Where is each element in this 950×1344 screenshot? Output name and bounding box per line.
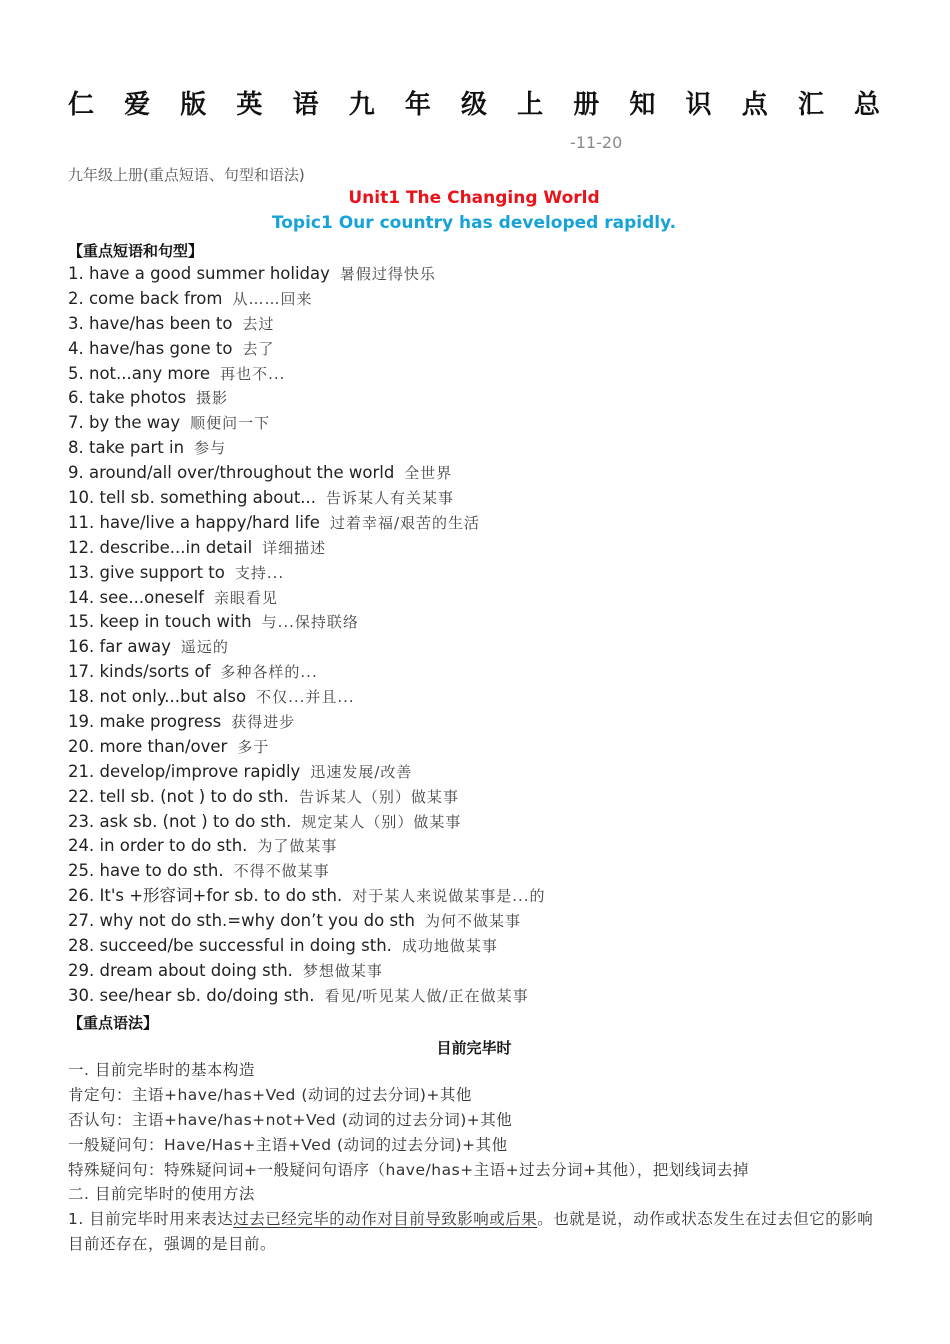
phrase-item [68,735,880,760]
phrase-english: 26. It's +形容词+for sb. to do sth. [68,886,343,906]
grammar-line: 二. 目前完毕时的使用方法 [68,1185,255,1204]
phrase-chinese: 成功地做某事 [401,937,498,956]
phrase-english: 8. take part in [68,438,185,458]
phrase-chinese: 看见/听见某人做/正在做某事 [324,986,529,1005]
phrase-item [68,461,880,486]
phrase-item [68,834,880,859]
phrase-item [68,436,880,461]
phrase-chinese: 获得进步 [231,713,296,732]
title-char: 年 [404,90,431,120]
section-heading-grammar: 【重点语法】 [68,1014,159,1032]
grammar-lines [68,1058,880,1257]
phrase-chinese: 为何不做某事 [424,912,521,931]
phrase-english: 15. keep in touch with [68,612,252,632]
phrase-item [68,635,880,660]
phrase-chinese: 顺便问一下 [190,414,271,433]
section-heading-phrases: 【重点短语和句型】 [68,242,204,260]
title-char: 知 [629,90,656,120]
phrase-item [68,386,880,411]
phrase-chinese: 梦想做某事 [302,961,383,980]
title-char: 上 [517,90,544,120]
phrase-chinese: 全世界 [404,464,453,483]
phrase-english: 11. have/live a happy/hard life [68,512,320,532]
phrase-chinese: 为了做某事 [257,837,338,856]
phrase-english: 24. in order to do sth. [68,836,248,856]
grammar-paragraph [68,1207,880,1257]
title-char: 版 [180,90,207,120]
phrase-english: 13. give support to [68,562,225,582]
phrase-chinese: 告诉某人（别）做某事 [298,787,459,806]
phrase-item [68,486,880,511]
phrase-english: 6. take photos [68,388,187,408]
phrase-item [68,511,880,536]
phrase-english: 21. develop/improve rapidly [68,761,301,781]
phrase-english: 7. by the way [68,413,181,433]
phrase-list [68,262,880,1009]
phrase-chinese: 不得不做某事 [233,862,330,881]
phrase-chinese: 迅速发展/改善 [310,762,413,781]
phrase-english: 20. more than/over [68,736,228,756]
title-char: 册 [573,90,600,120]
phrase-english: 27. why not do sth.=why don’t you do sth [68,911,415,931]
phrase-english: 14. see...oneself [68,587,204,607]
title-char: 点 [741,90,768,120]
phrase-item [68,934,880,959]
phrase-item [68,262,880,287]
phrase-english: 30. see/hear sb. do/doing sth. [68,985,315,1005]
phrase-english: 16. far away [68,637,171,657]
phrase-item [68,760,880,785]
phrase-item [68,312,880,337]
phrase-chinese: 与...保持联络 [261,613,359,632]
phrase-english: 28. succeed/be successful in doing sth. [68,936,392,956]
phrase-item [68,984,880,1009]
phrase-item [68,536,880,561]
phrase-item [68,586,880,611]
phrase-chinese: 不仅...并且... [256,688,355,707]
phrase-english: 1. have a good summer holiday [68,264,330,283]
phrase-english: 23. ask sb. (not ) to do sth. [68,811,292,831]
grammar-line: 一般疑问句：Have/Has+主语+Ved (动词的过去分词)+其他 [68,1135,508,1154]
phrase-chinese: 过着幸福/艰苦的生活 [329,513,481,532]
grammar-line: 特殊疑问句：特殊疑问词+一般疑问句语序（have/has+主语+过去分词+其他），把划线词去掉 [68,1160,749,1179]
phrase-chinese: 遥远的 [180,638,229,657]
phrase-chinese: 从……回来 [232,289,313,308]
phrase-english: 10. tell sb. something about... [68,488,317,508]
phrase-chinese: 对于某人来说做某事是...的 [352,887,546,906]
document-title [68,84,880,121]
phrase-english: 3. have/has been to [68,313,233,333]
phrase-chinese: 去过 [242,314,275,333]
phrase-item [68,685,880,710]
phrase-item [68,710,880,735]
phrase-item [68,411,880,436]
phrase-chinese: 支持... [234,563,285,582]
phrase-chinese: 规定某人（别）做某事 [301,812,462,831]
phrase-chinese: 告诉某人有关某事 [326,489,455,508]
phrase-chinese: 去了 [242,339,275,358]
title-char: 语 [292,90,319,120]
phrase-item [68,287,880,312]
title-char: 总 [853,90,880,120]
phrase-item [68,362,880,387]
title-char: 英 [236,90,263,120]
phrase-english: 22. tell sb. (not ) to do sth. [68,786,289,806]
phrase-english: 4. have/has gone to [68,338,233,358]
phrase-item [68,785,880,810]
grammar-line: 肯定句：主语+have/has+Ved (动词的过去分词)+其他 [68,1085,472,1104]
title-char: 九 [348,90,375,120]
phrase-english: 25. have to do sth. [68,861,224,881]
phrase-english: 5. not...any more [68,363,211,383]
grammar-line: 否认句：主语+have/has+not+Ved (动词的过去分词)+其他 [68,1110,513,1129]
grammar-line: 一. 目前完毕时的基本构造 [68,1061,255,1079]
paragraph-suffix: 。也就是说，动作或状态发生在过去但它的影响目前还存在，强调的是目前。 [68,1210,874,1254]
phrase-chinese: 多种各样的... [220,663,318,682]
phrase-chinese: 亲眼看见 [213,588,278,607]
phrase-english: 29. dream about doing sth. [68,960,293,980]
phrase-item [68,884,880,909]
phrase-item [68,337,880,362]
title-char: 识 [685,90,712,120]
phrase-item [68,610,880,635]
paragraph-underlined-phrase: 过去已经完毕的动作对目前导致影响或后果 [233,1210,538,1229]
phrase-item [68,660,880,685]
phrase-chinese: 暑假过得快乐 [339,265,436,283]
intro-line: 九年级上册(重点短语、句型和语法) [68,166,305,184]
phrase-chinese: 摄影 [196,389,229,408]
topic-heading: Topic1 Our country has developed rapidly. [271,213,677,233]
phrase-english: 19. make progress [68,712,222,732]
phrase-chinese: 详细描述 [262,538,327,557]
phrase-chinese: 再也不... [220,364,286,383]
phrase-english: 18. not only...but also [68,687,247,707]
phrase-chinese: 参与 [194,439,227,458]
document-date: -11-20 [570,133,623,152]
phrase-item [68,859,880,884]
phrase-item [68,810,880,835]
phrase-item [68,909,880,934]
phrase-english: 9. around/all over/throughout the world [68,463,395,483]
phrase-english: 2. come back from [68,288,223,308]
phrase-item [68,959,880,984]
phrase-english: 17. kinds/sorts of [68,662,211,682]
phrase-item [68,561,880,586]
phrase-chinese: 多于 [237,737,270,756]
paragraph-prefix: 1. 目前完毕时用来表达 [68,1210,234,1229]
title-char: 爱 [124,90,151,120]
unit-heading: Unit1 The Changing World [348,188,600,208]
title-char: 级 [460,90,487,120]
phrase-english: 12. describe...in detail [68,537,253,557]
title-char: 汇 [797,90,824,120]
title-char: 仁 [68,90,95,120]
grammar-title: 目前完毕时 [436,1039,512,1057]
